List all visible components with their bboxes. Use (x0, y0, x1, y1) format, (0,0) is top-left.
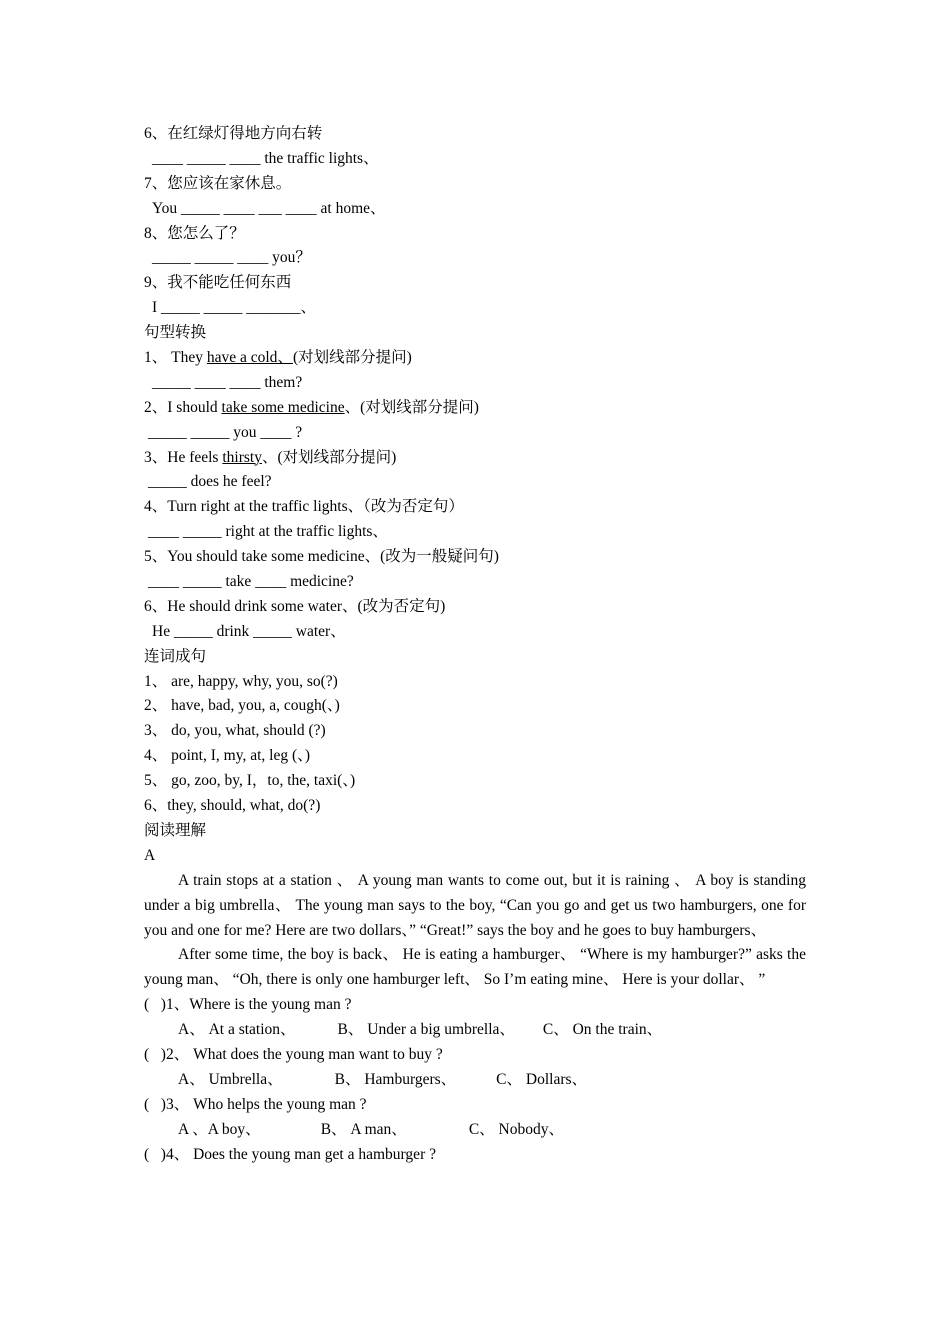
option-a: A、 Umbrella、 (178, 1070, 283, 1088)
translate-answer: I _____ _____ _______、 (152, 299, 317, 317)
question-instruction: (对划线部分提问) (292, 349, 412, 367)
translate-prompt: 6、在红绿灯得地方向右转 (144, 125, 323, 142)
reading-paragraph: After some time, the boy is back、 He is eating a hamburger、 “Where is my hamburger?” asks the young man、 “Oh, there is only one hamburger left、 So I’m eating mine、 Here is your dollar、 ” (144, 946, 806, 989)
order-item: 2、 have, bad, you, a, cough(、) (144, 697, 340, 715)
order-item: 6、they, should, what, do(?) (144, 797, 321, 815)
order-item: 4、 point, I, my, at, leg (、) (144, 747, 311, 765)
translate-prompt: 7、您应该在家休息。 (144, 174, 292, 192)
translate-answer: _____ _____ ____ you？ (152, 249, 311, 267)
transform-question: 6、He should drink some water、(改为否定句) (144, 597, 446, 615)
transform-answer: _____ _____ you ____ ? (148, 423, 303, 441)
translate-prompt: 8、您怎么了？ (144, 224, 245, 242)
answer-options (144, 1068, 806, 1093)
option-c: C、 On the train、 (542, 1021, 663, 1039)
underlined-phrase: thirsty (222, 448, 262, 466)
option-b: B、 A man、 (320, 1120, 407, 1138)
section-heading-reading: 阅读理解 (144, 821, 207, 839)
question-instruction: 、(对划线部分提问) (344, 398, 479, 416)
reading-section-label: A (144, 846, 156, 864)
transform-answer: _____ does he feel? (148, 473, 272, 491)
section-heading-transform: 句型转换 (144, 324, 207, 342)
order-item: 1、 are, happy, why, you, so(?) (144, 672, 338, 690)
transform-question (144, 346, 806, 371)
translate-answer: You _____ ____ ___ ____ at home、 (152, 199, 386, 217)
question-instruction: 、(对划线部分提问) (261, 448, 397, 466)
order-item: 3、 do, you, what, should (?) (144, 722, 326, 740)
question-text: 1、 They (144, 349, 207, 367)
transform-answer: He _____ drink _____ water、 (152, 622, 346, 640)
order-item: 5、 go, zoo, by, I，to, the, taxi(、) (144, 772, 356, 790)
transform-question: 5、You should take some medicine、(改为一般疑问句) (144, 548, 499, 566)
underlined-phrase: have a cold、 (206, 349, 293, 367)
transform-question (144, 446, 806, 471)
option-b: B、 Hamburgers、 (334, 1070, 457, 1088)
transform-answer: _____ ____ ____ them? (152, 373, 303, 391)
option-a: A 、A boy、 (178, 1120, 261, 1138)
option-c: C、 Dollars、 (496, 1070, 588, 1088)
reading-question: ( )1、Where is the young man ? (144, 996, 352, 1014)
option-a: A、 At a station、 (178, 1021, 296, 1039)
option-c: C、 Nobody、 (468, 1120, 564, 1138)
transform-question (144, 396, 806, 421)
translate-answer: ____ _____ ____ the traffic lights、 (152, 149, 379, 167)
transform-answer: ____ _____ take ____ medicine? (148, 573, 354, 591)
answer-options (144, 1018, 806, 1043)
worksheet-page (144, 122, 806, 1167)
option-b: B、 Under a big umbrella、 (337, 1021, 515, 1039)
reading-question: ( )2、 What does the young man want to buy ? (144, 1046, 443, 1064)
reading-question: ( )3、 Who helps the young man ? (144, 1095, 367, 1113)
question-text: 2、I should (144, 398, 222, 416)
transform-question: 4、Turn right at the traffic lights、（改为否定句） (144, 498, 464, 516)
translate-prompt: 9、我不能吃任何东西 (144, 274, 292, 292)
transform-answer: ____ _____ right at the traffic lights、 (148, 523, 388, 541)
reading-question: ( )4、 Does the young man get a hamburger ? (144, 1145, 436, 1163)
underlined-phrase: take some medicine (221, 398, 345, 416)
answer-options (144, 1118, 806, 1143)
reading-paragraph: A train stops at a station 、 A young man wants to come out, but it is raining 、 A boy is standing under a big umbrella、 The young man says to the boy, “Can you go and get us two hamburgers, one for you and one for me? Here are two dollars、” “Great!” says the boy and he goes to buy hamburgers、 (144, 871, 806, 939)
section-heading-order: 连词成句 (144, 647, 207, 665)
question-text: 3、He feels (144, 448, 223, 466)
